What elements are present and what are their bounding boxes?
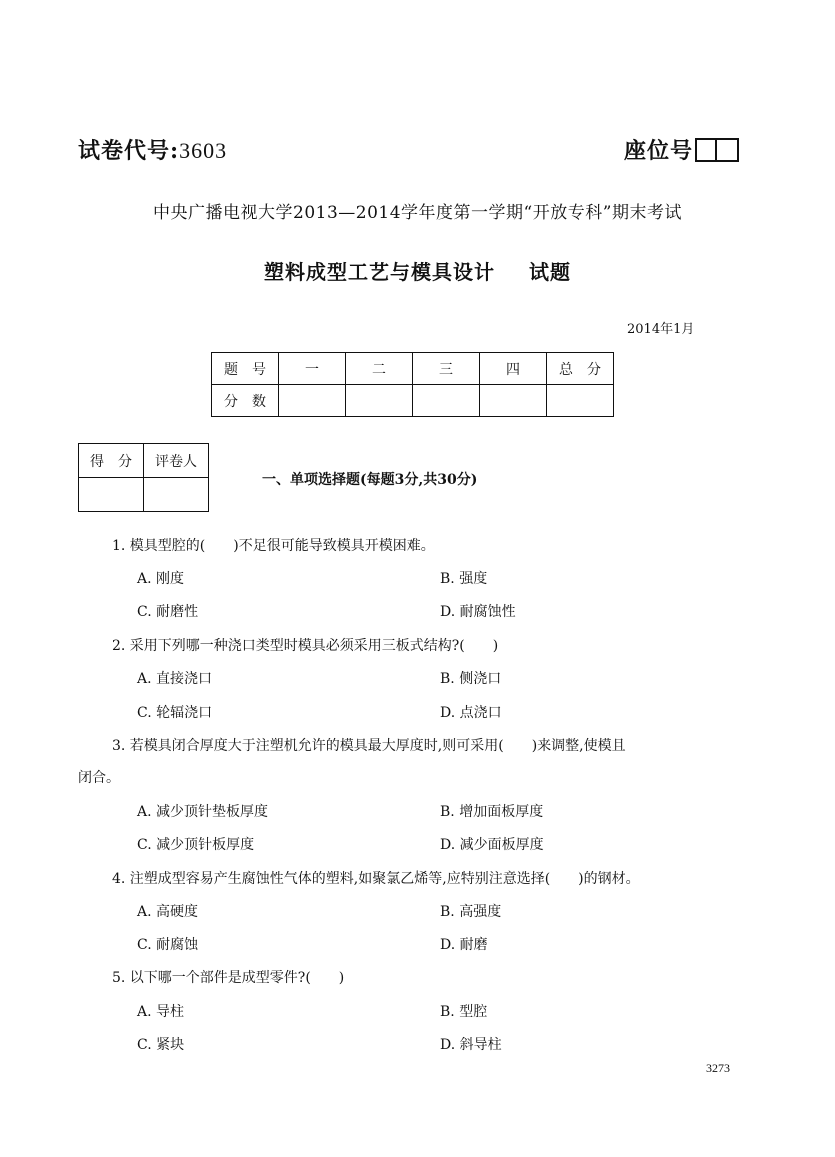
score-entry-cell xyxy=(480,385,547,417)
question-2: 2. 采用下列哪一种浇口类型时模具必须采用三板式结构?( ) xyxy=(112,638,499,654)
grader-label: 评卷人 xyxy=(144,444,209,478)
grader-score-label: 得 分 xyxy=(79,444,144,478)
paper-code xyxy=(78,134,227,165)
subject-title xyxy=(0,256,835,285)
option-a: A. 导柱 xyxy=(137,1004,185,1020)
score-entry-cell xyxy=(279,385,346,417)
score-table-cell: 二 xyxy=(346,353,413,385)
score-table-cell: 一 xyxy=(279,353,346,385)
subject-name: 塑料成型工艺与模具设计 xyxy=(264,260,495,284)
option-d: D. 点浇口 xyxy=(440,705,502,721)
score-table-cell: 四 xyxy=(480,353,547,385)
exam-date: 2014年1月 xyxy=(627,322,695,337)
grader-table-entry-row xyxy=(79,478,209,512)
score-entry-cell xyxy=(346,385,413,417)
score-entry-cell xyxy=(547,385,614,417)
option-c: C. 轮辐浇口 xyxy=(137,705,213,721)
question-5: 5. 以下哪一个部件是成型零件?( ) xyxy=(112,970,345,986)
question-4: 4. 注塑成型容易产生腐蚀性气体的塑料,如聚氯乙烯等,应特别注意选择( )的钢材。 xyxy=(112,871,640,887)
question-1: 1. 模具型腔的( )不足很可能导致模具开模困难。 xyxy=(112,538,435,554)
seat-number xyxy=(624,134,739,165)
option-d: D. 耐腐蚀性 xyxy=(440,604,516,620)
paper-code-value: 3603 xyxy=(179,138,228,163)
option-b: B. 增加面板厚度 xyxy=(440,804,544,820)
score-entry-cell xyxy=(413,385,480,417)
seat-box xyxy=(717,138,739,162)
option-a: A. 高硬度 xyxy=(137,904,199,920)
grader-table-header-row xyxy=(79,444,209,478)
score-table-cell: 总 分 xyxy=(547,353,614,385)
question-3-continuation: 闭合。 xyxy=(78,770,120,786)
option-b: B. 强度 xyxy=(440,571,488,587)
exam-title: 中央广播电视大学2013—2014学年度第一学期“开放专科”期末考试 xyxy=(153,203,682,223)
score-table-cell: 三 xyxy=(413,353,480,385)
option-a: A. 刚度 xyxy=(137,571,185,587)
seat-box xyxy=(695,138,717,162)
page-number: 3273 xyxy=(706,1061,730,1075)
score-table-header-row xyxy=(212,353,614,385)
option-a: A. 减少顶针垫板厚度 xyxy=(137,804,269,820)
option-a: A. 直接浇口 xyxy=(137,671,213,687)
grader-entry-cell xyxy=(144,478,209,512)
option-b: B. 高强度 xyxy=(440,904,502,920)
option-d: D. 耐磨 xyxy=(440,937,488,953)
score-table-score-row xyxy=(212,385,614,417)
grader-table xyxy=(78,443,209,512)
subject-suffix: 试题 xyxy=(529,260,571,284)
option-d: D. 斜导柱 xyxy=(440,1037,502,1053)
paper-code-label: 试卷代号: xyxy=(78,138,180,164)
score-table-cell: 分 数 xyxy=(212,385,279,417)
option-b: B. 侧浇口 xyxy=(440,671,502,687)
option-c: C. 耐腐蚀 xyxy=(137,937,199,953)
grader-entry-cell xyxy=(79,478,144,512)
question-3: 3. 若模具闭合厚度大于注塑机允许的模具最大厚度时,则可采用( )来调整,使模且 xyxy=(112,738,626,754)
option-d: D. 减少面板厚度 xyxy=(440,837,544,853)
option-c: C. 紧块 xyxy=(137,1037,185,1053)
option-c: C. 减少顶针板厚度 xyxy=(137,837,255,853)
seat-label: 座位号 xyxy=(624,138,694,164)
option-c: C. 耐磨性 xyxy=(137,604,199,620)
score-table-cell: 题 号 xyxy=(212,353,279,385)
score-table xyxy=(211,352,614,417)
option-b: B. 型腔 xyxy=(440,1004,488,1020)
seat-number-boxes xyxy=(695,138,739,162)
section-title: 一、单项选择题(每题3分,共30分) xyxy=(262,472,478,488)
